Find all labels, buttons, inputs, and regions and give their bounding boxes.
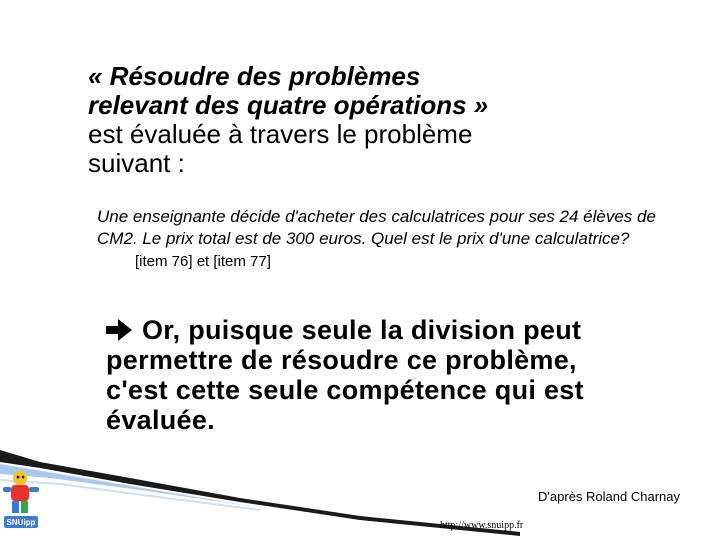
problem-text: Une enseignante décide d'acheter des calculatrices pour ses 24 élèves de CM2. Le prix total est de 300 euros. Quel est le prix d'une calculatrice?	[97, 207, 656, 248]
item-reference: [item 76] et [item 77]	[135, 253, 271, 270]
conclusion-text: Or, puisque seule la division peut permettre de résoudre ce problème, c'est cette seule compétence qui est évaluée.	[106, 315, 584, 435]
svg-text:SNUipp: SNUipp	[6, 518, 36, 527]
heading-line-3: est évaluée à travers le problème	[88, 119, 473, 149]
snuipp-logo	[0, 468, 44, 540]
arrow-right-icon	[106, 317, 132, 339]
heading	[88, 62, 648, 178]
site-url[interactable]: http://www.snuipp.fr	[440, 520, 524, 531]
heading-line-1: « Résoudre des problèmes	[88, 61, 421, 91]
heading-line-2: relevant des quatre opérations »	[88, 90, 489, 120]
heading-line-4: suivant :	[88, 148, 185, 178]
conclusion	[106, 315, 626, 435]
problem-statement	[97, 206, 697, 273]
attribution: D'après Roland Charnay	[538, 489, 680, 504]
